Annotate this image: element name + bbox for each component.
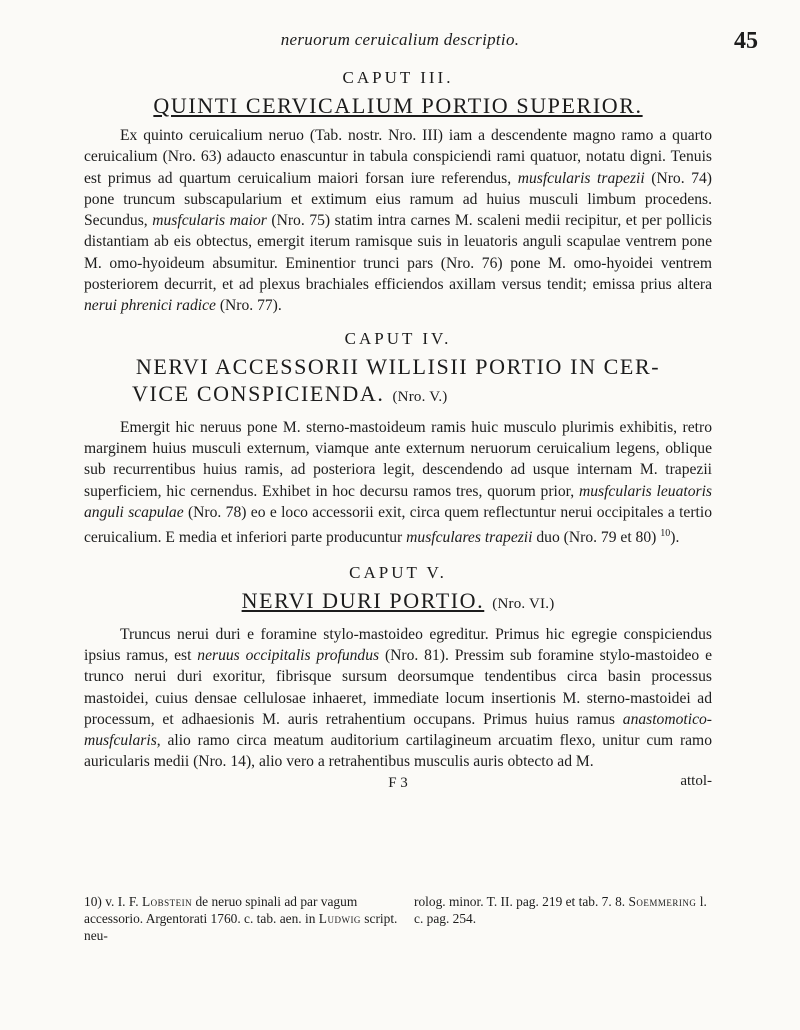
- author-name: Ludwig: [318, 911, 361, 926]
- text-run: Emergit hic neruus pone M. sterno-mastoideum ramis huic musculo plurimis exhibitis, retro marginem huius musculi externum, viamque ante externum neruorum ceruicalium legens, oblique sub recurrentibus huius ramis, ad posteriora legit, descendendo ad usque internam M. trapezii superficiem, hic cernendus. Exhibet in hoc decursu ramos tres, quorum prior,: [84, 418, 712, 500]
- chapter-reference: (Nro. VI.): [492, 595, 555, 612]
- text-run: (Nro. 77).: [215, 297, 282, 315]
- text-run: Truncus nerui duri e foramine stylo-mastoideo egreditur. Primus hic egregie conspiciendus ipsius ramus, est: [84, 625, 712, 664]
- author-name: Lobstein: [141, 894, 193, 909]
- footnote-marker: 10: [660, 528, 671, 540]
- paragraph: [84, 624, 712, 773]
- chapter-label: CAPUT V.: [349, 562, 447, 582]
- chapter-title-text: NERVI DURI PORTIO.: [241, 587, 485, 613]
- text-run: duo (Nro. 79 et 80): [532, 529, 661, 547]
- footnote-text: l. c. pag. 254.: [414, 894, 707, 926]
- chapter-title: [84, 92, 712, 119]
- text-run: (Nro. 75) statim intra carnes M. scaleni medii recipitur, et per pollicis distantiam ab eis obtectus, emergit iterum ramisque suis in leuatoris anguli scapulae ventrem pone M. omo-hyoideum absumitur. Eminentior trunci pars (Nro. 76) pone M. omo-hyoidei ventrem posteriorem decurrit, et ad plexus brachiales efficiendos axillam versus tendit; emissa prius altera: [84, 212, 712, 294]
- chapter-title-line: NERVI ACCESSORII WILLISII PORTIO IN CER-: [135, 353, 661, 379]
- author-name: Soemmering: [628, 894, 697, 909]
- footnote-text: de neruo spinali ad par vagum accessorio. Argentorati 1760. c. tab. aen. in: [84, 894, 358, 926]
- footnote-right-column: [414, 893, 714, 927]
- chapter-title-text: VICE CONSPICIENDA.: [132, 380, 385, 406]
- signature-line: [84, 772, 712, 797]
- catchword: attol-: [680, 772, 712, 789]
- italic-term: neruus occipitalis profundus: [197, 646, 380, 664]
- italic-term: anastomotico-musfcularis: [84, 710, 712, 750]
- footnote-text: script. neu-: [84, 911, 398, 943]
- chapter-title-line: [84, 380, 712, 411]
- text-run: (Nro. 78) eo e loco accessorii exit, circa quem reflectuntur nerui occipitales a tertio ceruicalium. E media et inferiori parte producuntur: [84, 503, 712, 547]
- footnote-text: rolog. minor. T. II. pag. 219 et tab. 7. 8.: [414, 894, 629, 909]
- chapter-title: [84, 353, 712, 411]
- italic-term: musfcularis leuatoris anguli scapulae: [84, 482, 712, 521]
- chapter-label: CAPUT IV.: [344, 328, 452, 348]
- signature-mark: F 3: [388, 774, 408, 791]
- chapter-title-text: QUINTI CERVICALIUM PORTIO SUPERIOR.: [153, 93, 643, 118]
- paragraph: [84, 125, 712, 317]
- text-run: , alio ramo circa meatum auditorium cartilagineum arcuatim flexo, unitur cum ramo auricularis medii (Nro. 14), alio vero a retrahentibus musculis auris obtecto ad M.: [84, 732, 712, 771]
- page-number: 45: [734, 28, 758, 54]
- chapter-title: [84, 587, 712, 618]
- footnote-left-column: [84, 893, 402, 944]
- text-run: (Nro. 81). Pressim sub foramine stylo-mastoideo e trunco nerui duri exoritur, fibrisque sursum deorsumque tendentibus circa basin processus mastoidei, cuius densae cellulosae inhaeret, immediate locum insertionis M. sterno-mastoidei ad processum, et adhaesionis M. auris retrahentium occupans. Primus huius ramus: [84, 646, 713, 728]
- italic-term: musfculares trapezii: [406, 529, 533, 547]
- footnote-text: 10) v. I. F.: [84, 894, 142, 909]
- italic-term: nerui phrenici radice: [84, 297, 216, 315]
- italic-term: musfcularis maior: [152, 212, 267, 230]
- paragraph: [84, 417, 712, 549]
- running-title: neruorum ceruicalium descriptio.: [280, 30, 520, 49]
- text-run: (Nro. 74) pone truncum subscapularium et extimum eius ramum ad huius musculi limbum procedens. Secundus,: [84, 169, 712, 230]
- italic-term: musfcularis trapezii: [517, 169, 645, 187]
- text-run: ).: [670, 529, 680, 547]
- running-head: [0, 28, 800, 60]
- chapter-reference: (Nro. V.): [392, 388, 448, 405]
- text-run: Ex quinto ceruicalium neruo (Tab. nostr. Nro. III) iam a descendente magno ramo a quarto ceruicalium (Nro. 63) adaucto enascuntur in tabula conspiciendi rami quatuor, notatu digni. Tenuis est primus ad quartum ceruicalium maiori forsan iure referendus,: [84, 127, 712, 187]
- main-text: [84, 60, 712, 797]
- chapter-label: CAPUT III.: [342, 68, 454, 87]
